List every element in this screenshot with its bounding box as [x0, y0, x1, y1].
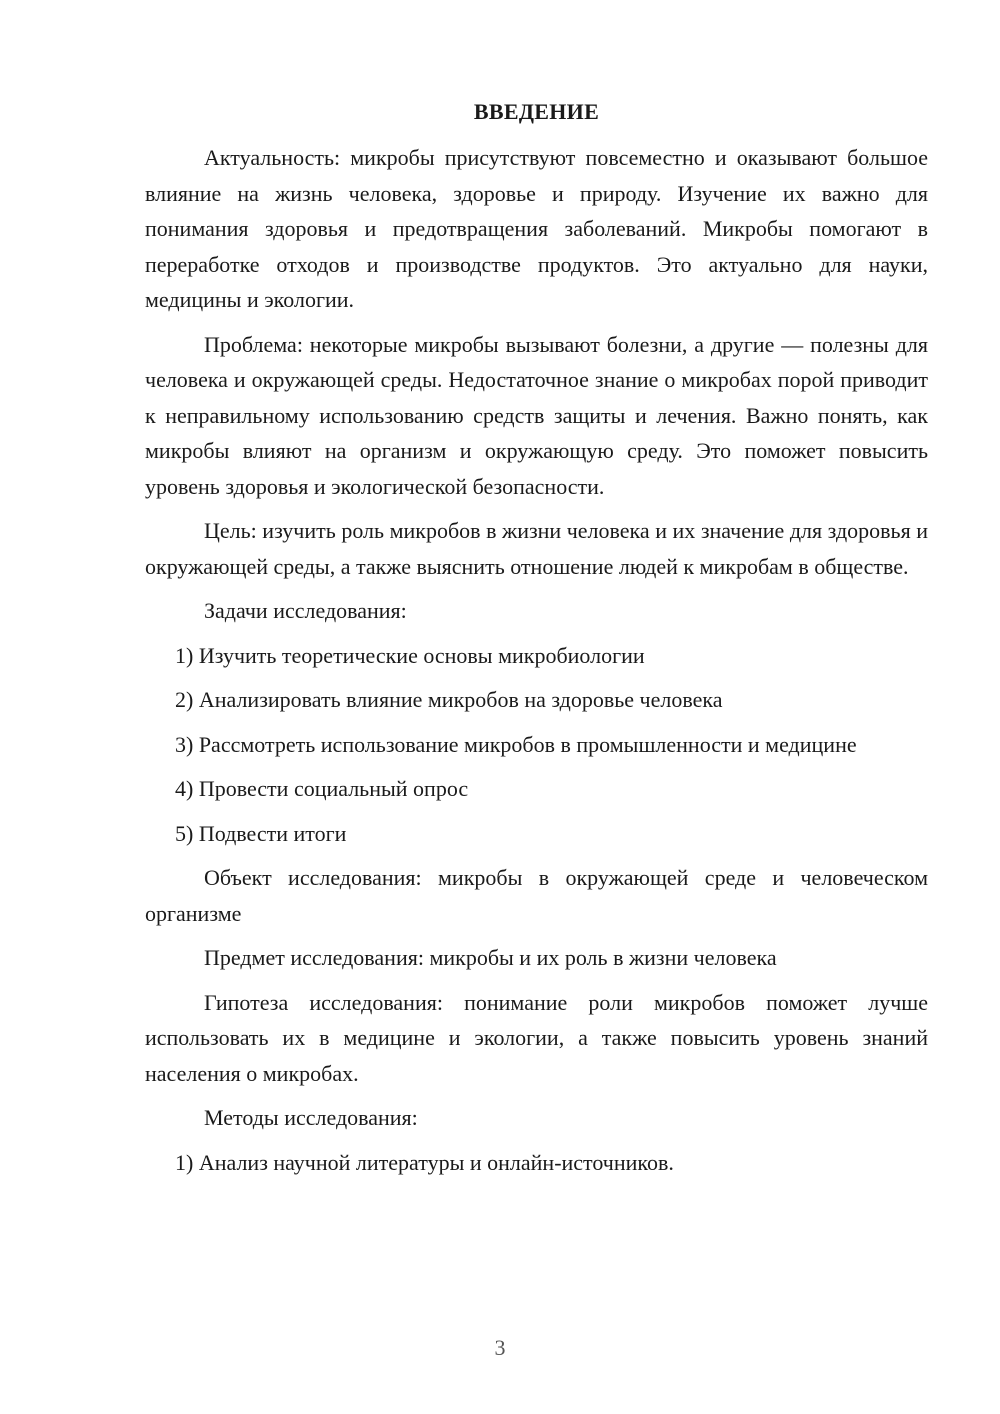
method-item: 1) Анализ научной литературы и онлайн-источников. [175, 1149, 674, 1175]
object-paragraph: Объект исследования: микробы в окружающей среде и человеческом организме [145, 865, 928, 926]
methods-heading: Методы исследования: [204, 1105, 418, 1130]
document-page [145, 96, 928, 1189]
task-item: 3) Рассмотреть использование микробов в промышленности и медицине [175, 731, 857, 757]
subject-paragraph: Предмет исследования: микробы и их роль в жизни человека [204, 945, 777, 970]
task-item: 1) Изучить теоретические основы микробиологии [175, 642, 645, 668]
problem-paragraph: Проблема: некоторые микробы вызывают болезни, а другие — полезны для человека и окружающей среды. Недостаточное знание о микробах порой приводит к неправильному использованию средств защиты и лечения. Важно понять, как микробы влияют на организм и окружающую среду. Это поможет повысить уровень здоровья и экологической безопасности. [145, 331, 928, 499]
task-item: 2) Анализировать влияние микробов на здоровье человека [175, 687, 723, 712]
hypothesis-paragraph: Гипотеза исследования: понимание роли микробов поможет лучше использовать их в медицине и экологии, а также повысить уровень знаний населения о микробах. [145, 989, 928, 1086]
task-item: 5) Подвести итоги [175, 820, 347, 846]
page-number: 3 [494, 1335, 506, 1360]
tasks-heading: Задачи исследования: [204, 598, 407, 623]
relevance-paragraph: Актуальность: микробы присутствуют повсеместно и оказывают большое влияние на жизнь человека, здоровье и природу. Изучение их важно для понимания здоровья и предотвращения заболеваний. Микробы помогают в переработке отходов и производстве продуктов. Это актуально для науки, медицины и экологии. [145, 145, 928, 312]
goal-paragraph: Цель: изучить роль микробов в жизни человека и их значение для здоровья и окружающей среды, а также выяснить отношение людей к микробам в обществе. [145, 518, 928, 579]
section-title: ВВЕДЕНИЕ [473, 99, 600, 124]
task-item: 4) Провести социальный опрос [175, 776, 469, 801]
